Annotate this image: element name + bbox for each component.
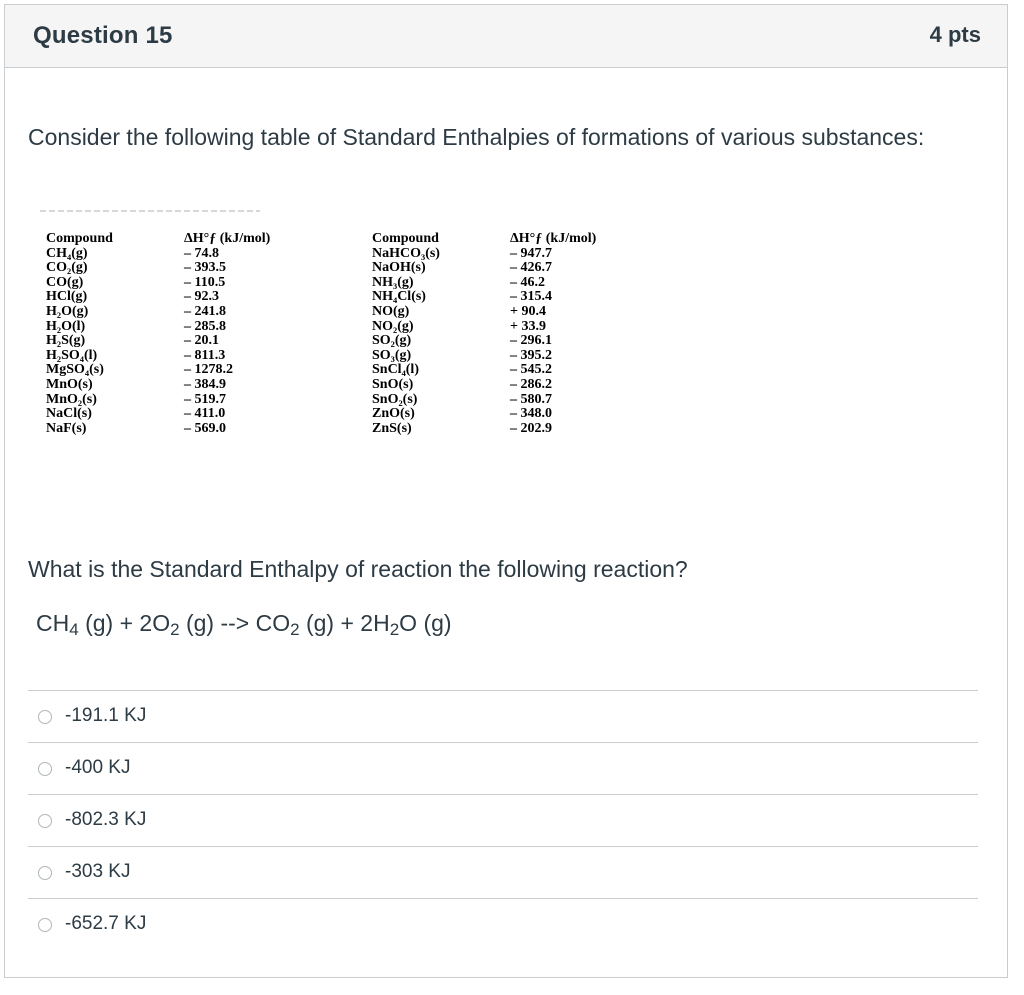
left-value-cell: – 74.8 xyxy=(184,245,219,261)
equation-subscript: 2 xyxy=(389,620,400,639)
right-compound-column xyxy=(372,232,440,436)
radio-button[interactable] xyxy=(38,866,52,880)
right-value-cell: + 90.4 xyxy=(510,303,546,319)
left-compound-cell: H₂S(g) xyxy=(46,333,86,349)
right-value-cell: – 202.9 xyxy=(510,420,552,436)
right-value-cell: – 46.2 xyxy=(510,274,545,290)
left-value-cell: – 811.3 xyxy=(184,347,226,363)
equation-part: O (g) xyxy=(399,610,452,636)
left-compound-header: Compound xyxy=(46,231,113,246)
equation-part: (g) + 2O xyxy=(78,610,171,636)
right-value-cell: – 580.7 xyxy=(510,391,552,407)
left-value-cell: – 20.1 xyxy=(184,333,219,349)
right-compound-cell: NH₃(g) xyxy=(372,274,414,290)
radio-button[interactable] xyxy=(38,762,52,776)
right-value-cell: – 315.4 xyxy=(510,289,552,305)
question-points: 4 pts xyxy=(929,22,981,47)
right-compound-cell: SnCl₄(l) xyxy=(372,362,419,378)
right-compound-cell: NH₄Cl(s) xyxy=(372,289,426,305)
answer-option[interactable] xyxy=(28,846,978,898)
right-value-cell: – 947.7 xyxy=(510,245,552,261)
left-value-cell: – 569.0 xyxy=(184,420,226,436)
left-compound-cell: CO(g) xyxy=(46,274,84,290)
left-value-cell: – 285.8 xyxy=(184,318,226,334)
question-text: What is the Standard Enthalpy of reaction the following reaction? xyxy=(28,556,688,582)
right-value-cell: + 33.9 xyxy=(510,318,546,334)
left-compound-cell: NaCl(s) xyxy=(46,406,92,422)
radio-button[interactable] xyxy=(38,710,52,724)
left-compound-cell: H₂SO₄(l) xyxy=(46,347,98,363)
right-compound-cell: NaOH(s) xyxy=(372,260,426,276)
right-compound-cell: SO₃(g) xyxy=(372,347,412,363)
right-value-cell: – 395.2 xyxy=(510,347,552,363)
left-value-cell: – 1278.2 xyxy=(184,362,233,378)
right-compound-cell: SO₂(g) xyxy=(372,333,412,349)
right-compound-cell: NO₂(g) xyxy=(372,318,414,334)
right-value-column xyxy=(510,232,596,436)
left-value-cell: – 384.9 xyxy=(184,376,226,392)
equation-part: (g) --> CO xyxy=(179,610,291,636)
right-value-cell: – 545.2 xyxy=(510,362,552,378)
answer-label[interactable]: -652.7 KJ xyxy=(65,913,147,934)
answer-option[interactable] xyxy=(28,690,978,742)
left-value-cell: – 110.5 xyxy=(184,274,226,290)
left-value-cell: – 411.0 xyxy=(184,406,226,422)
right-value-cell: – 348.0 xyxy=(510,406,552,422)
left-compound-cell: MnO(s) xyxy=(46,376,93,392)
equation-subscript: 2 xyxy=(170,620,180,639)
left-compound-cell: HCl(g) xyxy=(46,289,88,305)
answer-label[interactable]: -191.1 KJ xyxy=(65,705,147,726)
left-compound-cell: CO₂(g) xyxy=(46,260,88,276)
question-header xyxy=(5,5,1007,68)
answer-list xyxy=(28,690,978,950)
table-divider xyxy=(40,210,260,212)
right-value-cell: – 286.2 xyxy=(510,376,552,392)
left-compound-cell: H₂O(l) xyxy=(46,318,86,334)
right-compound-cell: NO(g) xyxy=(372,303,410,319)
left-value-cell: – 393.5 xyxy=(184,260,226,276)
answer-label[interactable]: -400 KJ xyxy=(65,757,131,778)
left-compound-cell: NaF(s) xyxy=(46,420,87,436)
left-value-cell: – 241.8 xyxy=(184,303,226,319)
answer-option[interactable] xyxy=(28,898,978,950)
left-value-header: ΔH°ƒ (kJ/mol) xyxy=(184,231,271,246)
question-prompt: Consider the following table of Standard Enthalpies of formations of various substances: xyxy=(28,124,925,150)
answer-label[interactable]: -802.3 KJ xyxy=(65,809,147,830)
left-value-column xyxy=(184,232,270,436)
radio-button[interactable] xyxy=(38,918,52,932)
equation-subscript: 4 xyxy=(69,620,79,639)
left-compound-cell: H₂O(g) xyxy=(46,303,89,319)
right-compound-header: Compound xyxy=(372,231,439,246)
left-compound-column xyxy=(46,232,113,436)
answer-option[interactable] xyxy=(28,742,978,794)
right-value-cell: – 296.1 xyxy=(510,333,552,349)
equation-part: CH xyxy=(36,610,70,636)
right-value-cell: – 426.7 xyxy=(510,260,552,276)
answer-label[interactable]: -303 KJ xyxy=(65,861,131,882)
equation-subscript: 2 xyxy=(290,620,300,639)
question-title: Question 15 xyxy=(33,22,173,49)
left-compound-cell: MnO₂(s) xyxy=(46,391,97,407)
enthalpy-table xyxy=(36,196,656,486)
equation-part: (g) + 2H xyxy=(299,610,390,636)
reaction-equation xyxy=(36,610,452,637)
right-value-header: ΔH°ƒ (kJ/mol) xyxy=(510,231,597,246)
left-compound-cell: MgSO₄(s) xyxy=(46,362,104,378)
left-value-cell: – 519.7 xyxy=(184,391,226,407)
left-value-cell: – 92.3 xyxy=(184,289,219,305)
radio-button[interactable] xyxy=(38,814,52,828)
right-compound-cell: ZnO(s) xyxy=(372,406,415,422)
answer-option[interactable] xyxy=(28,794,978,846)
left-compound-cell: CH₄(g) xyxy=(46,245,88,261)
right-compound-cell: NaHCO₃(s) xyxy=(372,245,440,261)
right-compound-cell: SnO₂(s) xyxy=(372,391,418,407)
right-compound-cell: SnO(s) xyxy=(372,376,414,392)
right-compound-cell: ZnS(s) xyxy=(372,420,412,436)
